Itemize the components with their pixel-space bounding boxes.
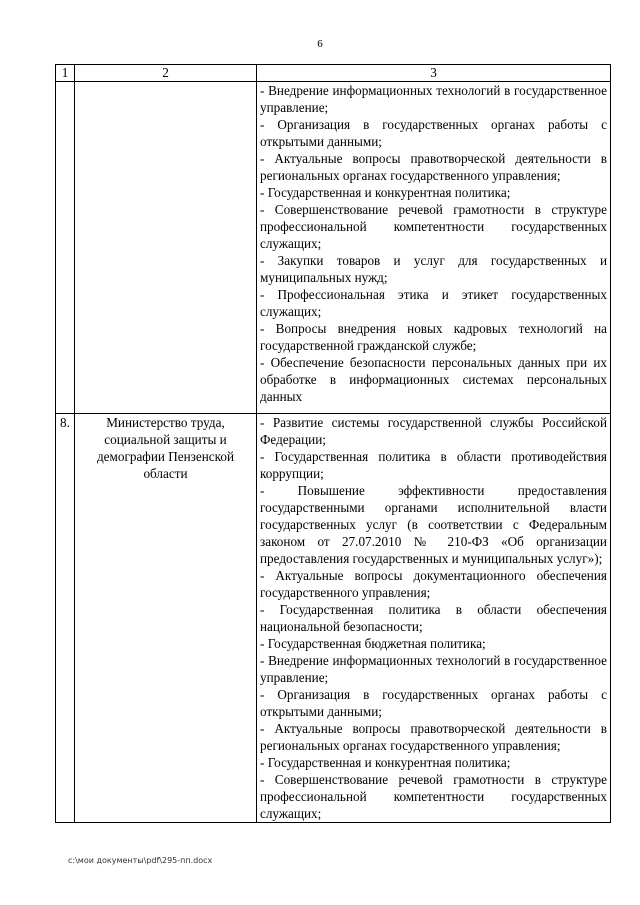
list-item: - Совершенствование речевой грамотности в структуре профессиональной компетентности государственных служащих;	[260, 772, 607, 821]
page-number: 6	[317, 38, 323, 50]
table-row	[56, 82, 611, 414]
row-number	[56, 82, 75, 414]
list-item: - Повышение эффективности предоставления государственными органами исполнительной власти государственных услуг (в соответствии с Федеральным законом от 27.07.2010 № 210-ФЗ «Об организации предоставления государственных и муниципальных услуг»);	[260, 483, 607, 566]
list-item: - Профессиональная этика и этикет государственных служащих;	[260, 287, 607, 319]
list-item: - Организация в государственных органах работы с открытыми данными;	[260, 117, 607, 149]
list-item: - Государственная и конкурентная политика;	[260, 185, 511, 200]
list-item: - Государственная политика в области обеспечения национальной безопасности;	[260, 602, 607, 634]
footer-file-path: c:\мои документы\pdf\295-пп.docx	[68, 856, 213, 865]
list-item: - Обеспечение безопасности персональных данных при их обработке в информационных системах персональных данных	[260, 355, 607, 404]
items-cell	[257, 414, 611, 823]
organization-cell	[75, 82, 257, 414]
list-item: - Актуальные вопросы правотворческой деятельности в региональных органах государственного управления;	[260, 721, 607, 753]
list-item: - Внедрение информационных технологий в государственное управление;	[260, 653, 607, 685]
table-header-row	[56, 65, 611, 82]
list-item: - Государственная бюджетная политика;	[260, 636, 486, 651]
list-item: - Внедрение информационных технологий в государственное управление;	[260, 83, 607, 115]
row-number: 8.	[56, 414, 75, 823]
list-item: - Государственная и конкурентная политика;	[260, 755, 511, 770]
list-item: - Закупки товаров и услуг для государственных и муниципальных нужд;	[260, 253, 607, 285]
table-row	[56, 414, 611, 823]
document-table	[55, 64, 611, 823]
list-item: - Актуальные вопросы документационного обеспечения государственного управления;	[260, 568, 607, 600]
list-item: - Совершенствование речевой грамотности в структуре профессиональной компетентности государственных служащих;	[260, 202, 607, 251]
header-cell-2: 2	[75, 65, 257, 82]
list-item: - Актуальные вопросы правотворческой деятельности в региональных органах государственного управления;	[260, 151, 607, 183]
items-cell	[257, 82, 611, 414]
header-cell-1: 1	[56, 65, 75, 82]
organization-cell: Министерство труда, социальной защиты и демографии Пензенской области	[75, 414, 257, 823]
header-cell-3: 3	[257, 65, 611, 82]
list-item: - Вопросы внедрения новых кадровых технологий на государственной гражданской службе;	[260, 321, 607, 353]
list-item: - Организация в государственных органах работы с открытыми данными;	[260, 687, 607, 719]
list-item: - Развитие системы государственной службы Российской Федерации;	[260, 415, 607, 447]
list-item: - Государственная политика в области противодействия коррупции;	[260, 449, 607, 481]
